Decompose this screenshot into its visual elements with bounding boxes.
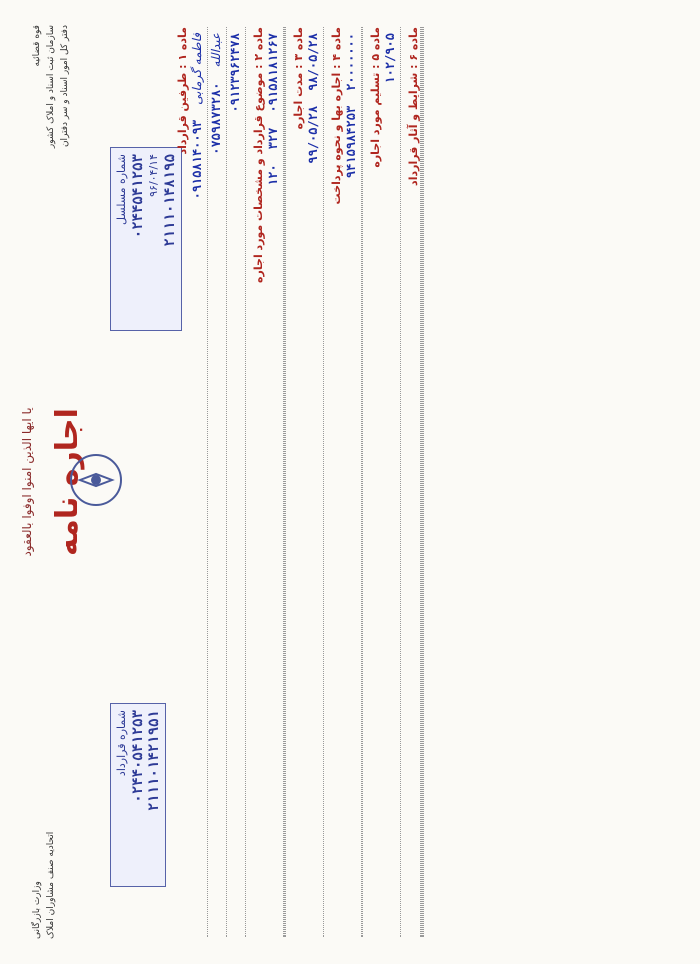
stamp-date: ۹۶/۰۴/۱۴: [147, 154, 160, 197]
header-right-line: سازمان ثبت اسناد و املاک کشور: [46, 25, 56, 149]
handwritten-area: ۱۲۰: [266, 164, 280, 186]
handwritten-date: ۹۸/۰۵/۲۸: [306, 33, 320, 91]
handwritten-date: ۹۹/۰۵/۲۸: [306, 105, 320, 164]
contract-body: [170, 27, 424, 937]
form-line: [208, 27, 227, 937]
section-title: ماده ۶ : شرایط و آثار قرارداد: [407, 27, 420, 186]
form-line: [285, 27, 286, 937]
form-line: [343, 27, 362, 937]
handwritten-number: ۰۹۱۵۸۱۴۰۰۹۳: [190, 119, 204, 200]
form-line: [265, 27, 284, 937]
handwritten-amount: ۹۴۱۵۹۸۴۲۵۳: [344, 105, 358, 179]
stamp-label: شماره مسلسل: [115, 154, 128, 225]
handwritten-number: ۰۹۱۵۸۱۸۱۲۶۷: [266, 33, 280, 113]
handwritten-name: عبدالله: [209, 33, 223, 68]
lease-document: [10, 7, 690, 957]
handwritten-ref: ۱۰۲/۹۰۵: [383, 33, 397, 84]
stamp-label: شماره قرارداد: [115, 710, 128, 777]
header-left-line: اتحادیه صنف مشاوران املاک: [46, 831, 56, 939]
form-line: [362, 27, 363, 937]
header-right-block: [30, 25, 72, 148]
section-title: ماده ۵ : تسلیم مورد اجاره: [369, 27, 382, 168]
form-line: [227, 27, 246, 937]
emblem-icon: [70, 454, 122, 506]
header-right-line: قوه قضائیه: [32, 25, 42, 67]
handwritten-amount: ۲۰۰۰۰۰۰۰: [344, 33, 358, 91]
section-title: ماده ۲ : موضوع قرارداد و مشخصات مورد اجاره: [252, 27, 265, 283]
handwritten-name: فاطمه گرمابی: [190, 33, 204, 105]
bismillah-line: یا ایها الذین امنوا اوفوا بالعقود: [20, 407, 34, 557]
header-left-line: وزارت بازرگانی: [32, 881, 42, 939]
form-line: [305, 27, 324, 937]
handwritten-number: ۰۹۱۲۳۹۶۲۴۷۸: [228, 33, 242, 113]
handwritten-number: ۰۷۵۹۸۷۳۲۸۰: [209, 82, 223, 155]
stamp-code: ۲۱۱۱۰۱۴۸۱۹۵: [162, 154, 178, 247]
stamp-code: ۲۱۱۱۰۱۴۲۱۹۵۱: [146, 710, 162, 812]
section-title: ماده ۳ : مدت اجاره: [292, 27, 305, 130]
serial-stamp-left: [110, 703, 166, 887]
form-line: [423, 27, 424, 937]
form-line: [382, 27, 401, 937]
section-title: ماده ۴ : اجاره بها و نحوه پرداخت: [330, 27, 343, 205]
document-title: اجاره نامه: [50, 408, 85, 556]
stamp-number: ۰۲۴۴۵۴۱۲۵۳: [130, 154, 146, 239]
header-right-line: دفتر کل امور اسناد و سر دفتران: [60, 25, 70, 148]
handwritten-plate: ۳۲۷: [266, 127, 280, 150]
header-left-block: [30, 832, 58, 939]
section-title: ماده ۱ : طرفین قرارداد: [176, 27, 189, 155]
stamp-number: ۰۲۴۴۰۵۴۱۲۵۳: [130, 710, 146, 803]
form-line: [189, 27, 208, 937]
